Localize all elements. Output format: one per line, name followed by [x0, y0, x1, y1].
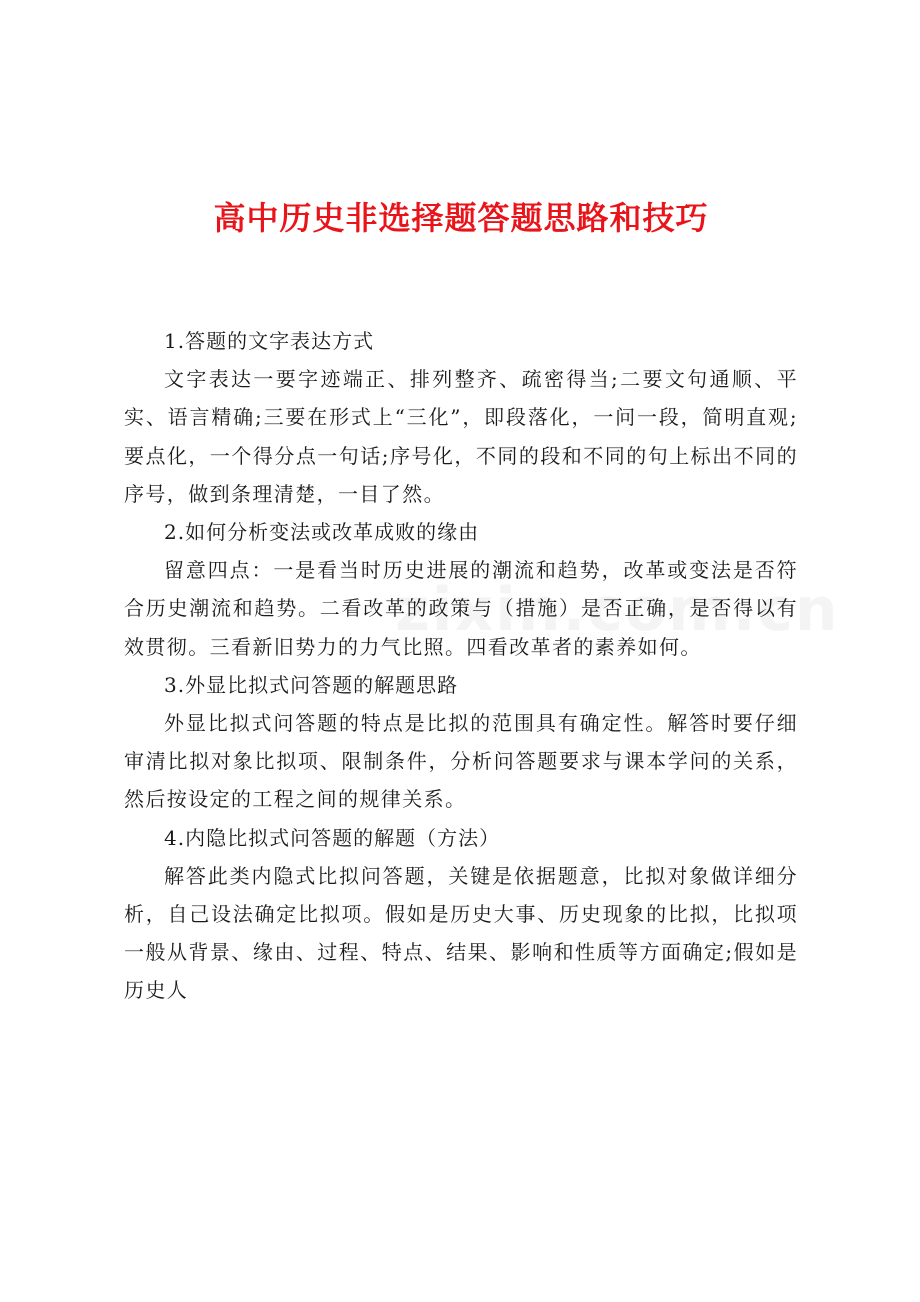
section-heading-2: 2.如何分析变法或改革成败的缘由	[164, 520, 480, 545]
section-heading-3: 3.外显比拟式问答题的解题思路	[164, 672, 459, 697]
document-title: 高中历史非选择题答题思路和技巧	[213, 199, 709, 237]
section-heading-1: 1.答题的文字表达方式	[164, 329, 375, 353]
document-body	[124, 322, 798, 1010]
section-paragraph-2: 留意四点：一是看当时历史进展的潮流和趋势，改革或变法是否符合历史潮流和趋势。二看改革的政策与（措施）是否正确，是否得以有效贯彻。三看新旧势力的力气比照。四看改革者的素养如何。	[124, 558, 798, 659]
section-paragraph-3: 外显比拟式问答题的特点是比拟的范围具有确定性。解答时要仔细审清比拟对象比拟项、限制条件，分析问答题要求与课本学问的关系，然后按设定的工程之间的规律关系。	[124, 711, 798, 812]
section-heading-4: 4.内隐比拟式问答题的解题（方法）	[164, 825, 501, 850]
section-paragraph-1: 文字表达一要字迹端正、排列整齐、疏密得当;二要文句通顺、平实、语言精确;三要在形式上“三化”，即段落化，一问一段，简明直观;要点化，一个得分点一句话;序号化，不同的段和不同的句上标出不同的序号，做到条理清楚，一目了然。	[124, 367, 798, 506]
section-paragraph-4: 解答此类内隐式比拟问答题，关键是依据题意，比拟对象做详细分析，自己设法确定比拟项。假如是历史大事、历史现象的比拟，比拟项一般从背景、缘由、过程、特点、结果、影响和性质等方面确定;假如是历史人	[124, 863, 798, 1003]
